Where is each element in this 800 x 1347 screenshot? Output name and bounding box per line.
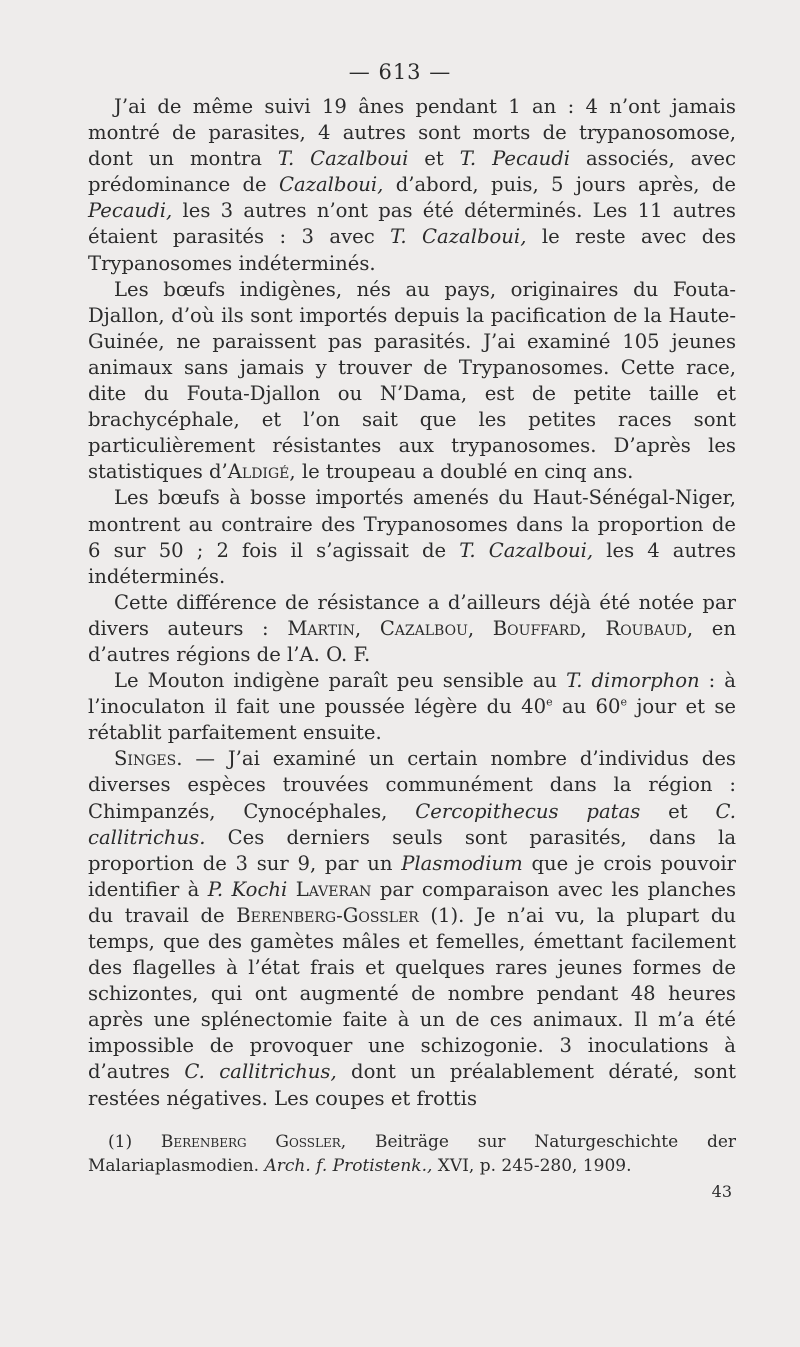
text-run: jour et se rétablit parfaitement ensuite. [88,695,736,745]
small-caps-name: Berenberg-Gossler [236,903,419,927]
small-caps-name: Singes [114,747,177,771]
text-run: associés, avec prédominance de [88,147,736,197]
text-run: , [580,616,606,640]
small-caps-name: Laveran [295,877,372,901]
paragraph-native-cattle [88,277,736,486]
text-run: le reste avec des Trypanosomes indéterminés. [88,225,737,275]
paragraph-resistance [88,590,736,668]
small-caps-name: Bouffard [492,616,581,640]
italic-text: P. Kochi [207,877,288,901]
text-run [287,878,295,901]
text-run: les 4 autres indéterminés. [88,538,736,588]
small-caps-name: Roubaud [605,616,687,640]
small-caps-name: Berenberg Gossler [160,1132,341,1152]
italic-text: C. callitrichus. [88,799,736,849]
italic-text: T. Cazalboui [277,147,409,171]
text-run: d’abord, puis, 5 jours après, de [383,173,736,197]
text-run: les 3 autres n’ont pas été déterminés. Les 11 autres étaient parasités : 3 avec [88,199,736,249]
text-run: J’ai de même suivi 19 ânes pendant 1 an : 4 n’ont jamais montré de parasites, 4 autres sont morts de trypanosomose, dont un montra [88,95,736,171]
text-run: , en d’autres régions de l’A. O. F. [88,616,737,666]
text-run: Le Mouton indigène paraît peu sensible au [114,669,567,693]
italic-text: T. dimorphon [566,669,700,693]
text-run: , [467,616,493,640]
text-run: Les bœufs à bosse importés amenés du Haut-Sénégal-Niger, montrent au contraire des Trypanosomes dans la proportion de 6 sur 50 ; 2 fois il s’agissait de [88,486,736,562]
text-run: et [640,799,716,823]
small-caps-name: Cazalbou [379,616,468,640]
paragraph-sheep [88,668,736,746]
text-run: dont un préalablement dératé, sont restées négatives. Les coupes et frottis [88,1060,736,1110]
paragraph-humped-cattle [88,485,736,589]
italic-text: Pecaudi, [88,199,173,223]
italic-text: C. callitrichus, [184,1060,337,1084]
text-run: que je crois pouvoir identifier à [88,851,736,901]
text-run: par comparaison avec les planches du travail de [88,877,737,927]
text-run: (1). Je n’ai vu, la plupart du temps, que des gamètes mâles et femelles, émettant facilement des flagelles à l’état frais et quelques rares jeunes formes de schizontes, qui ont augmenté de nombre pendant 48 heures après une splénectomie faite à un de ces animaux. Il m’a été impossible de provoquer une schizogonie. 3 inoculations à d’autres [88,903,736,1084]
footnote [88,1130,736,1178]
text-run: . — J’ai examiné un certain nombre d’individus des diverses espèces trouvées communément dans la région : Chimpanzés, Cynocéphales, [88,747,736,823]
text-run: Les bœufs indigènes, nés au pays, originaires du Fouta-Djallon, d’où ils sont importés depuis la pacification de la Haute-Guinée, ne paraissent pas parasités. J’ai examiné 105 jeunes animaux sans jamais y trouver de Trypanosomes. Cette race, dite du Fouta-Djallon ou N’Dama, est de petite taille et brachycéphale, et l’on sait que les petites races sont particulièrement résistantes aux trypanosomes. D’après les statistiques d’ [88,277,736,484]
text-run: Ces derniers seuls sont parasités, dans la proportion de 3 sur 9, par un [88,825,736,875]
paragraph-asses [88,94,736,277]
text-run: , le troupeau a doublé en cinq ans. [289,460,634,484]
signature-mark: 43 [711,1182,732,1201]
footnote-text [88,1130,736,1178]
text-run: et [408,147,460,171]
text-run: , [354,616,380,640]
body-text [88,94,736,1112]
small-caps-name: Martin [287,616,355,640]
italic-text: T. Cazalboui, [390,225,527,249]
text-run: au 60 [552,695,621,719]
text-run: XVI, p. 245-280, 1909. [432,1156,632,1176]
small-caps-name: Aldigé [227,460,290,484]
page-number: — 613 — [348,60,452,84]
text-run: : à l’inoculaton il fait une poussée légère du 40 [88,669,736,719]
italic-text: Cazalboui, [278,173,384,197]
text-run: (1) [108,1132,161,1152]
italic-text: T. Pecaudi [459,147,571,171]
italic-text: Plasmodium [401,851,523,875]
text-run: Cette différence de résistance a d’ailleurs déjà été notée par divers auteurs : [88,590,736,640]
text-run: , Beiträge sur Naturgeschichte der Malariaplasmodien. [88,1132,737,1176]
superscript: e [546,695,553,709]
italic-text: T. Cazalboui, [459,538,594,562]
italic-text: Arch. f. Protistenk., [264,1156,433,1176]
paragraph-monkeys [88,746,736,1111]
superscript: e [620,695,628,709]
italic-text: Cercopithecus patas [415,799,641,823]
